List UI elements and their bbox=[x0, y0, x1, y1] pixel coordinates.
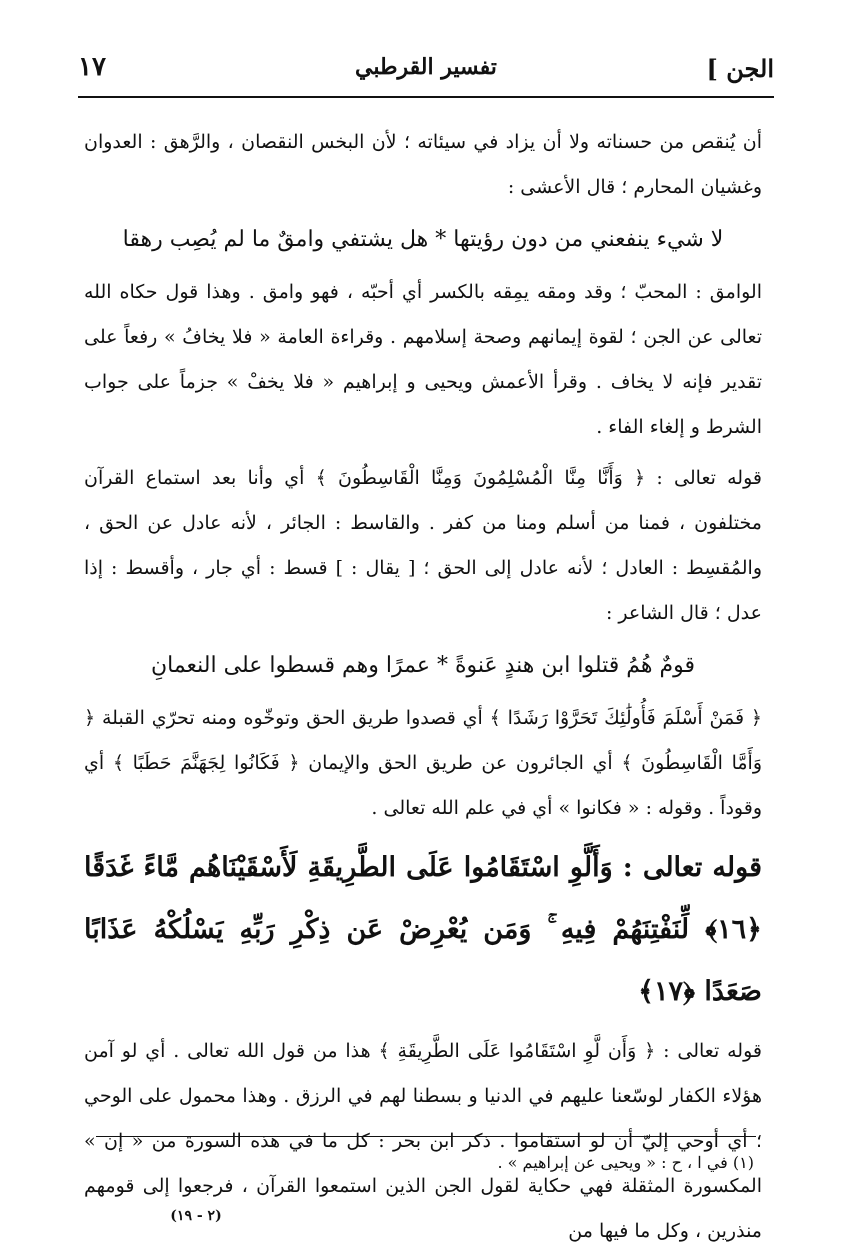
running-header bbox=[78, 48, 774, 94]
paragraph-2: الوامق : المحبّ ؛ وقد ومقه يمِقه بالكسر أي أحبّه ، فهو وامق . وهذا قول حكاه الله تعالى عن الجن ؛ لقوة إيمانهم وصحة إسلامهم . وقراءة العامة « فلا يخافُ » رفعاً على تقدير فإنه لا يخاف . وقرأ الأعمش ويحيى و إبراهيم « فلا يخفْ » جزماً على جواب الشرط و إلغاء الفاء . bbox=[84, 281, 762, 438]
footnote: (١) في ا ، ح : « ويحيى عن إبراهيم » . bbox=[497, 1153, 754, 1172]
paragraph-1: أن يُنقص من حسناته ولا أن يزاد في سيئاته ؛ لأن البخس النقصان ، والرَّهق : العدوان وغشيان المحارم ؛ قال الأعشى : bbox=[84, 131, 762, 198]
main-text bbox=[84, 120, 762, 1260]
printer-signature: (٢ - ١٩) bbox=[170, 1208, 222, 1224]
quran-verse-block: قوله تعالى : وَأَلَّوِ اسْتَقَامُوا عَلَى الطَّرِيقَةِ لَأَسْقَيْنَاهُم مَّاءً غَدَقًا ﴿١٦﴾ لِّنَفْتِنَهُمْ فِيهِ ۚ وَمَن يُعْرِضْ عَن ذِكْرِ رَبِّهِ يَسْلُكْهُ عَذَابًا صَعَدًا ﴿١٧﴾ bbox=[84, 852, 762, 1007]
book-title: تفسير القرطبي bbox=[355, 54, 497, 80]
page-number: ١٧ bbox=[78, 52, 106, 82]
paragraph-3: قوله تعالى : ﴿ وَأَنَّا مِنَّا الْمُسْلِمُونَ وَمِنَّا الْقَاسِطُونَ ﴾ أي وأنا بعد استماع القرآن مختلفون ، فمنا من أسلم ومنا من كفر . والقاسط : الجائر ، لأنه عادل عن الحق ، والمُقسِط : العادل ؛ لأنه عادل إلى الحق ؛ [ يقال : ] قسط : أي جار ، وأقسط : إذا عدل ؛ قال الشاعر : bbox=[84, 467, 762, 624]
paragraph-5: قوله تعالى : ﴿ وَأَن لَّوِ اسْتَقَامُوا عَلَى الطَّرِيقَةِ ﴾ هذا من قول الله تعالى . أي لو آمن هؤلاء الكفار لوسّعنا عليهم في الدنيا و بسطنا لهم في الرزق . وهذا محمول على الوحي ؛ أي أوحي إليّ أن لو استقاموا . ذكر ابن بحر : كل ما في هذه السورة من « إن » المكسورة المثقلة فهي حكاية لقول الجن الذين استمعوا القرآن ، فرجعوا إلى قومهم منذرين ، وكل ما فيها من bbox=[84, 1040, 762, 1242]
paragraph-4: ﴿ فَمَنْ أَسْلَمَ فَأُولَٰئِكَ تَحَرَّوْا رَشَدًا ﴾ أي قصدوا طريق الحق وتوخّوه ومنه تحرّي القبلة ﴿ وَأَمَّا الْقَاسِطُونَ ﴾ أي الجائرون عن طريق الحق والإيمان ﴿ فَكَانُوا لِجَهَنَّمَ حَطَبًا ﴾ أي وقوداً . وقوله : « فكانوا » أي في علم الله تعالى . bbox=[84, 707, 762, 819]
footnote-rule bbox=[96, 1136, 756, 1137]
poetry-verse-1: لا شيء ينفعني من دون رؤيتها * هل يشتفي وامقٌ ما لم يُصِب رهقا bbox=[122, 227, 724, 252]
poetry-verse-2: قومٌ هُمُ قتلوا ابن هندٍ عَنوةً * عمرًا وهم قسطوا على النعمانِ bbox=[150, 653, 696, 678]
header-rule bbox=[78, 96, 774, 98]
surah-name: الجن ] bbox=[706, 54, 774, 83]
